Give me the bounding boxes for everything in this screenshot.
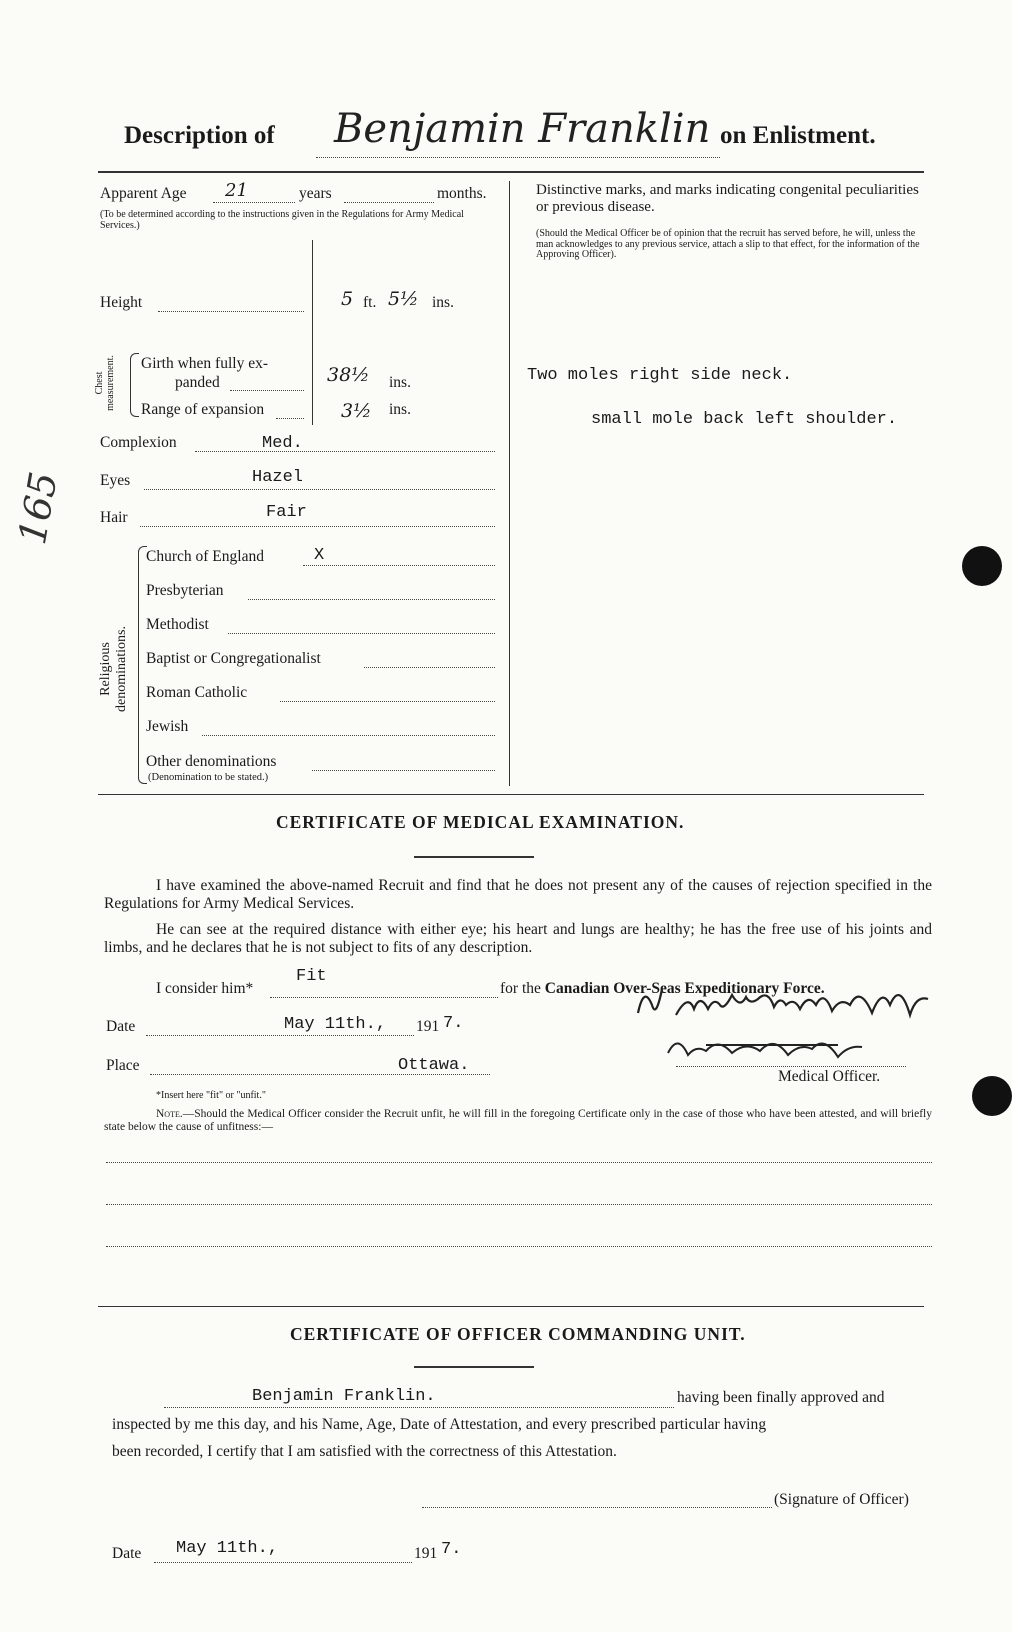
medical-para-2: He can see at the required distance with either eye; his heart and lungs are healthy; he has the free use of his joints and limbs, and he declares that he is not subject to fits of any description. — [104, 921, 932, 956]
medical-note-prefix: Note. — [156, 1108, 183, 1120]
girth-value: 38½ — [327, 364, 370, 386]
insert-note: *Insert here "fit" or "unfit." — [156, 1090, 266, 1101]
binder-hole-bottom — [972, 1076, 1012, 1116]
hair-label: Hair — [100, 509, 128, 526]
religion-methodist: Methodist — [146, 616, 209, 633]
medical-heading: CERTIFICATE OF MEDICAL EXAMINATION. — [276, 812, 685, 832]
height-leader — [158, 311, 304, 312]
complexion-label: Complexion — [100, 434, 177, 451]
religion-line-6 — [202, 735, 495, 736]
hair-value: Fair — [266, 503, 307, 522]
height-label: Height — [100, 294, 143, 311]
medical-place-label: Place — [106, 1057, 140, 1074]
range-leader — [276, 418, 304, 419]
height-feet: 5 — [341, 288, 354, 310]
complexion-value: Med. — [262, 434, 303, 453]
height-inches: 5½ — [388, 288, 419, 310]
religion-line-3 — [228, 633, 495, 634]
unfitness-line-2 — [106, 1204, 932, 1205]
recruit-name-handwritten: Benjamin Franklin — [334, 106, 711, 152]
apparent-age-label: Apparent Age — [100, 185, 187, 202]
officer-signature-line — [422, 1507, 772, 1508]
commanding-date-line — [154, 1562, 412, 1563]
eyes-line — [144, 489, 495, 490]
medical-year-printed: 191 — [416, 1018, 440, 1035]
religion-side-label: Religious denominations. — [98, 626, 129, 712]
girth-label-1: Girth when fully ex- — [141, 355, 268, 372]
religion-other: Other denominations — [146, 753, 277, 770]
commanding-line-1-suffix: having been finally approved and — [677, 1389, 885, 1406]
section-rule-2 — [98, 1306, 924, 1307]
measure-divider — [312, 240, 313, 425]
commanding-year-printed: 191 — [414, 1545, 438, 1562]
commanding-name-value: Benjamin Franklin. — [252, 1387, 436, 1406]
force-label-pre: for the — [500, 980, 541, 997]
commanding-line-3: been recorded, I certify that I am satisfied with the correctness of this Attestation. — [112, 1443, 617, 1460]
title-name-line — [316, 157, 720, 158]
religion-line-4 — [364, 667, 495, 668]
religion-line-2 — [248, 599, 495, 600]
commanding-heading-rule — [414, 1366, 534, 1368]
medical-date-value: May 11th., — [284, 1015, 387, 1034]
medical-year-digit: 7. — [443, 1014, 464, 1033]
commanding-heading: CERTIFICATE OF OFFICER COMMANDING UNIT. — [290, 1324, 746, 1344]
religion-roman-catholic: Roman Catholic — [146, 684, 248, 701]
range-value: 3½ — [341, 400, 372, 422]
eyes-value: Hazel — [252, 468, 304, 487]
officer-signature-label: (Signature of Officer) — [774, 1491, 909, 1508]
medical-date-label: Date — [106, 1018, 136, 1035]
unfitness-line-1 — [106, 1162, 932, 1163]
religion-line-1 — [303, 565, 495, 566]
complexion-line — [195, 451, 495, 452]
medical-officer-label: Medical Officer. — [778, 1068, 881, 1085]
center-divider — [509, 181, 510, 786]
religion-presbyterian: Presbyterian — [146, 582, 224, 599]
age-value: 21 — [225, 180, 248, 201]
ft-label: ft. — [363, 294, 377, 311]
religion-line-5 — [280, 701, 495, 702]
margin-number: 165 — [10, 468, 66, 548]
title-prefix: Description of — [124, 122, 275, 149]
age-line — [213, 202, 295, 203]
medical-heading-rule — [414, 856, 534, 858]
months-label: months. — [437, 185, 487, 202]
religion-other-note: (Denomination to be stated.) — [148, 772, 269, 783]
medical-officer-line — [676, 1066, 906, 1067]
section-rule-1 — [98, 794, 924, 795]
ins-label: ins. — [432, 294, 454, 311]
consider-line — [270, 997, 498, 998]
months-line — [344, 202, 434, 203]
chest-brace — [130, 353, 139, 417]
medical-date-line — [146, 1035, 414, 1036]
marks-line-2: small mole back left shoulder. — [591, 410, 898, 429]
religion-church-of-england: Church of England — [146, 548, 264, 565]
marks-heading: Distinctive marks, and marks indicating congenital peculiarities or previous disease. — [536, 182, 919, 215]
force-label-bold: Canadian Over-Seas Expeditionary Force. — [544, 980, 825, 997]
unfitness-line-3 — [106, 1246, 932, 1247]
medical-place-value: Ottawa. — [398, 1056, 470, 1075]
age-note: (To be determined according to the instructions given in the Regulations for Army Medical Services.) — [100, 209, 464, 231]
marks-note: (Should the Medical Officer be of opinion that the recruit has served before, he will, unless the man acknowledges to any previous service, attach a slip to that effect, for the information of the Approving Officer). — [536, 228, 920, 260]
religion-mark-church-of-england: X — [314, 546, 325, 565]
chest-label: Chest measurement. — [94, 355, 116, 411]
girth-label-2: panded — [175, 374, 220, 391]
medical-para-1: I have examined the above-named Recruit and find that he does not present any of the causes of rejection specified in the Regulations for Army Medical Services. — [104, 877, 932, 912]
girth-unit: ins. — [389, 374, 411, 391]
religion-line-7 — [312, 770, 495, 771]
top-rule — [98, 171, 924, 173]
commanding-line-2: inspected by me this day, and his Name, Age, Date of Attestation, and every prescribed particular having — [112, 1416, 767, 1433]
commanding-year-digit: 7. — [441, 1540, 462, 1559]
consider-label: I consider him* — [156, 980, 254, 997]
medical-note — [104, 1108, 932, 1134]
marks-line-1: Two moles right side neck. — [527, 366, 793, 385]
medical-note-text: —Should the Medical Officer consider the Recruit unfit, he will fill in the foregoing Certificate only in the case of those who have been attested, and will briefly state below the cause of unfitness:— — [104, 1108, 932, 1133]
religion-baptist: Baptist or Congregationalist — [146, 650, 321, 667]
years-label: years — [299, 185, 332, 202]
eyes-label: Eyes — [100, 472, 131, 489]
commanding-date-label: Date — [112, 1545, 142, 1562]
consider-value: Fit — [296, 967, 327, 986]
title-suffix: on Enlistment. — [720, 122, 876, 149]
range-label: Range of expansion — [141, 401, 265, 418]
hair-line — [140, 526, 495, 527]
girth-leader — [230, 390, 304, 391]
commanding-name-line — [164, 1407, 674, 1408]
commanding-date-value: May 11th., — [176, 1539, 279, 1558]
binder-hole-top — [962, 546, 1002, 586]
religion-jewish: Jewish — [146, 718, 189, 735]
range-unit: ins. — [389, 401, 411, 418]
